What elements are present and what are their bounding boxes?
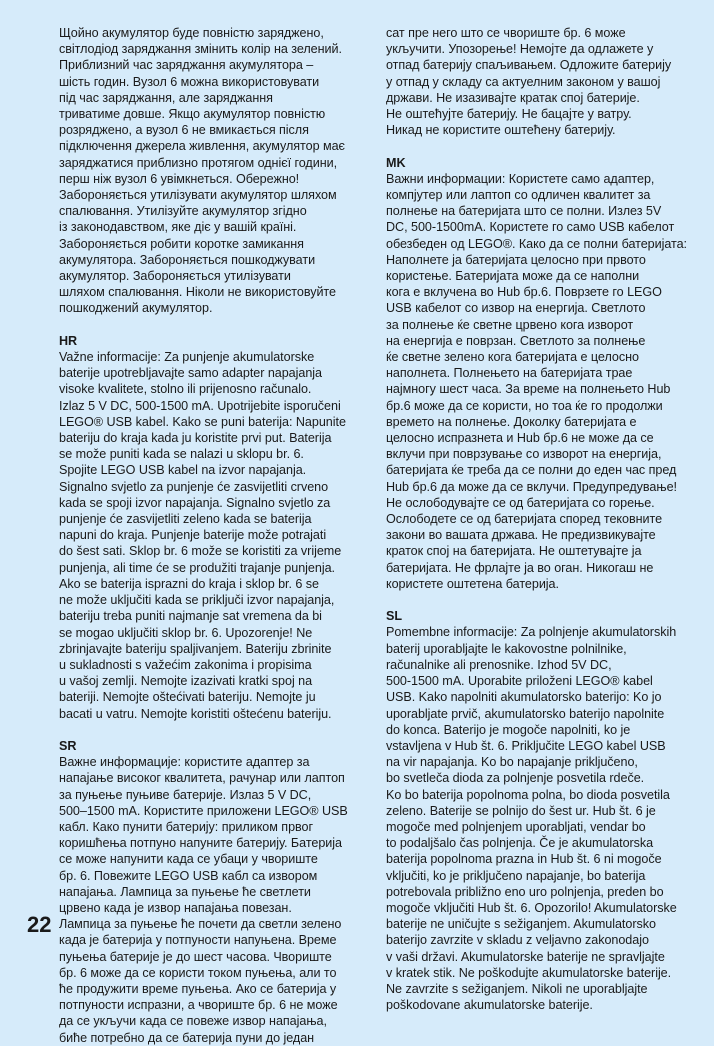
text-line: на енергија е поврзан. Светлото за полнење [386,333,646,348]
text-line: пошкоджений акумулятор. [59,301,213,316]
text-line: шість годин. Вузол 6 можна використовувати [59,74,320,89]
text-line: целосно испразнета и Hub бр.6 не може да се [386,431,654,446]
text-line: напајања. Лампица за пуњење ће светлети [59,884,311,899]
text-line: v vaši državi. Akumulatorske baterije ne spravljajte [386,949,665,964]
text-line: закони во вашата држава. Не предизвикувајте [386,528,656,543]
text-line: батеријата. Не фрлајте ја во оган. Никогаш не [386,560,654,575]
text-line: LEGO® USB kabel. Kako se puni baterija: Napunite [59,414,346,429]
text-line: црвено када је извор напајања повезан. [59,900,292,915]
text-line: Hub бр.6 да може да се вклучи. Предупредување! [386,479,677,494]
section-heading-sr: SR [59,738,77,753]
text-line: перш ніж вузол 6 увімкнеться. Обережно! [59,171,300,186]
text-line: baterije upotrebljavajte samo adapter napajanja [59,366,322,381]
text-line: розряджено, а вузол 6 не вмикається після [59,123,309,138]
text-line: bateriju treba puniti najmanje sat vremena da bi [59,609,322,624]
text-line: сат пре него што се чвориште бр. 6 може [386,26,626,40]
text-line: спалювання. Утилізуйте акумулятор згідно [59,204,307,219]
text-line: за полнење ќе светне црвено кога изворот [386,317,634,332]
text-line: да се укључи када се повеже извор напајања, [59,1014,327,1029]
text-line: u vašoj zemlji. Nemojte izazivati kratki spoj na [59,674,313,689]
section-hr [59,333,369,722]
text-line: Забороняється утилізувати акумулятор шляхом [59,188,337,203]
text-line: користење. Батеријата може да се наполни [386,269,640,284]
text-line: Не ослободувајте се од батеријата со горење. [386,495,655,510]
text-line: шляхом спалювання. Ніколи не використовуйте [59,285,336,300]
text-line: baterije ne uničujte s sežiganjem. Akumulatorsko [386,917,656,932]
text-line: kada se spoji izvor napajanja. Signalno svjetlo za [59,495,331,510]
text-line: краток спој на батеријата. Не оштетувајте ја [386,544,642,559]
text-line: to podaljšalo čas polnjenja. Če je akumulatorska [386,836,654,851]
text-line: коришћења потпуно напуните батерију. Батерија [59,836,342,851]
text-line: ќе светне зелено кога батеријата е целосно [386,350,639,365]
text-line: ће продужити време пуњења. Ако се батерија у [59,981,337,996]
text-line: Важни информации: Користете само адаптер, [386,171,655,186]
text-line: do konca. Baterijo je mogoče napolniti, ko je [386,722,631,737]
section-heading-mk: MK [386,155,406,170]
section-sr [59,738,369,1046]
text-line: mogoče med polnjenjem uporabljati, vendar bo [386,819,646,834]
text-line: Наполнете ја батеријата целосно при првото [386,252,646,267]
text-line: Не оштећујте батерију. Не бацајте у ватру. [386,107,632,122]
text-line: do šest sati. Sklop br. 6 može se koristiti za vrijeme [59,544,342,559]
text-line: за пуњење пуњиве батерије. Излаз 5 V DC, [59,787,312,802]
text-line: baterij uporabljajte le kakovostne polnilnike, [386,641,627,656]
text-line: ne može uključiti kada se priključi izvor napajanja, [59,593,335,608]
text-line: vstavljena v Hub št. 6. Priključite LEGO kabel USB [386,738,666,753]
text-line: bacati u vatru. Nemojte koristiti oštećenu bateriju. [59,706,332,721]
section-heading-sl: SL [386,609,402,624]
text-line: Ko bo baterija popolnoma polna, bo dioda posvetila [386,787,670,802]
text-line: вклучи при поврзување со изворот на енергија, [386,447,662,462]
section-sl [386,608,711,1013]
text-line: отпад батерију спаљивањем. Одложите батерију [386,58,672,73]
text-line: кабл. Како пунити батерију: приликом првог [59,819,314,834]
section-mk [386,155,711,592]
text-line: USB. Kako napolniti akumulatorsko baterijo: Ko jo [386,690,662,705]
text-line: обезбеден од LEGO®. Како да се полни батеријата: [386,236,687,251]
text-line: бр. 6. Повежите LEGO USB кабл са извором [59,868,318,883]
text-line: punjenje će zasvijetliti zeleno kada se baterija [59,512,312,527]
text-line: bateriji. Nemojte oštećivati bateriju. Nemojte ju [59,690,316,705]
text-line: користете оштетена батерија. [386,576,559,591]
text-line: Щойно акумулятор буде повністю заряджено, [59,26,324,40]
text-line: vključiti, ko je priključeno napajanje, bo baterija [386,868,646,883]
section-body-mk [386,171,711,592]
text-line: visoke kvalitete, stolno ili prijenosno računalo. [59,382,312,397]
section-body-sl [386,624,711,1013]
text-line: mogoče vključiti Hub št. 6. Opozorilo! Akumulatorske [386,900,677,915]
text-line: під час заряджання, але заряджання [59,90,273,105]
text-line: Pomembne informacije: Za polnjenje akumulatorskih [386,625,677,640]
text-line: baterija popolnoma prazna in Hub št. 6 ni mogoče [386,852,662,867]
page-number: 22 [27,912,52,937]
text-line: држави. Не изазивајте кратак спој батерије. [386,90,640,105]
text-line: најмногу шест часа. За време на полнењето Hub [386,382,671,397]
text-line: baterijo zavrzite v skladu z veljavno zakonodajo [386,933,649,948]
text-line: пуњења батерије је до шест часова. Чвориште [59,949,332,964]
text-line: се може напунити када се убаци у чвориште [59,852,318,867]
text-line: DC, 500-1500mA. Користете го само USB кабелот [386,220,675,235]
text-line: батеријата ќе треба да се полни до еден час пред [386,463,677,478]
text-line: v kratek stik. Ne poškodujte akumulatorske baterije. [386,965,672,980]
text-line: Ako se baterija isprazni do kraja i sklop br. 6 se [59,576,320,591]
text-line: Ne zavrzite s sežiganjem. Nikoli ne uporabljajte [386,981,648,996]
text-line: Spojite LEGO USB kabel na izvor napajanja. [59,463,307,478]
text-line: na vir napajanja. Ko bo napajanje priključeno, [386,755,638,770]
text-line: полнење на батеријата што се полни. Излез 5V [386,204,662,219]
text-line: Никад не користите оштећену батерију. [386,123,616,138]
text-line: Приблизний час заряджання акумулятора – [59,58,314,73]
right-column [386,25,711,1013]
text-line: Važne informacije: Za punjenje akumulatorske [59,350,315,365]
left-column [59,25,369,1046]
text-line: se mogao uključiti sklop br. 6. Upozorenje! Ne [59,625,313,640]
text-line: uporabljate prvič, akumulatorsko baterijo napolnite [386,706,665,721]
text-line: времето на полнење. Доколку батеријата е [386,414,637,429]
text-line: 500-1500 mA. Uporabite priloženi LEGO® kabel [386,674,653,689]
section-body-hr [59,349,369,722]
text-line: punjenja, ali time će se produžiti trajanje punjenja. [59,560,335,575]
text-line: Важне информације: користите адаптер за [59,755,310,770]
section-uk-continued [59,25,369,317]
text-line: бр. 6 може да се користи током пуњења, али то [59,965,337,980]
text-line: компјутер или лаптоп со одличен квалитет за [386,188,651,203]
text-line: se može puniti kada se nalazi u sklopu br. 6. [59,447,304,462]
text-line: Izlaz 5 V DC, 500-1500 mA. Upotrijebite isporučeni [59,398,341,413]
text-line: триватиме довше. Якщо акумулятор повністю [59,107,326,122]
text-line: 500–1500 mA. Користите приложени LEGO® USB [59,803,348,818]
text-line: bo svetleča dioda za polnjenje posvetila rdeče. [386,771,645,786]
text-line: zeleno. Baterije se polnijo do šest ur. Hub št. 6 je [386,803,656,818]
text-line: Signalno svjetlo za punjenje će zasvijetliti crveno [59,479,329,494]
section-body-sr [59,754,369,1046]
text-line: zbrinjavajte bateriju spaljivanjem. Bateriju zbrinite [59,641,332,656]
section-sr-continued [386,25,711,138]
text-line: USB кабелот со извор на енергија. Светлото [386,301,646,316]
text-line: акумулятора. Забороняється пошкоджувати [59,252,316,267]
text-line: у отпад у складу са актуелним законом у вашој [386,74,661,89]
text-line: Ослободете се од батеријата според тековните [386,512,663,527]
text-line: акумулятор. Забороняється утилізувати [59,269,291,284]
text-line: Лампица за пуњење ће почети да светли зелено [59,917,342,932]
text-line: наполнета. Полнењето на батеријата трае [386,366,633,381]
text-line: potrebovala približno eno uro polnjenja, preden bo [386,884,664,899]
text-line: укључити. Упозорење! Немојте да одлажете у [386,42,654,57]
text-line: bateriju do kraja kada ju koristite prvi put. Baterija [59,431,332,446]
text-line: poškodovane akumulatorske baterije. [386,998,593,1013]
text-line: підключення джерела живлення, акумулятор має [59,139,345,154]
text-line: із законодавством, яке діє у вашій країні. [59,220,297,235]
text-line: напајање високог квалитета, рачунар или лаптоп [59,771,345,786]
text-line: биће потребно да се батерија пуни до један [59,1030,315,1045]
text-line: кога е вклучена во Hub бр.6. Поврзете го LEGO [386,285,662,300]
text-line: када је батерија у потпуности напуњена. Време [59,933,337,948]
text-line: бр.6 може да се користи, но тоа ќе го продолжи [386,398,663,413]
text-line: napuni do kraja. Punjenje baterije može potrajati [59,528,327,543]
text-line: u sukladnosti s važećim zakonima i propisima [59,657,312,672]
text-line: світлодіод заряджання змінить колір на зелений. [59,42,342,57]
text-line: Забороняється робити коротке замикання [59,236,304,251]
text-line: računalnike ali prenosnike. Izhod 5V DC, [386,657,612,672]
text-line: заряджатися приблизно протягом однієї години, [59,155,338,170]
text-line: потпуности испразни, а чвориште бр. 6 не може [59,998,338,1013]
section-heading-hr: HR [59,333,78,348]
